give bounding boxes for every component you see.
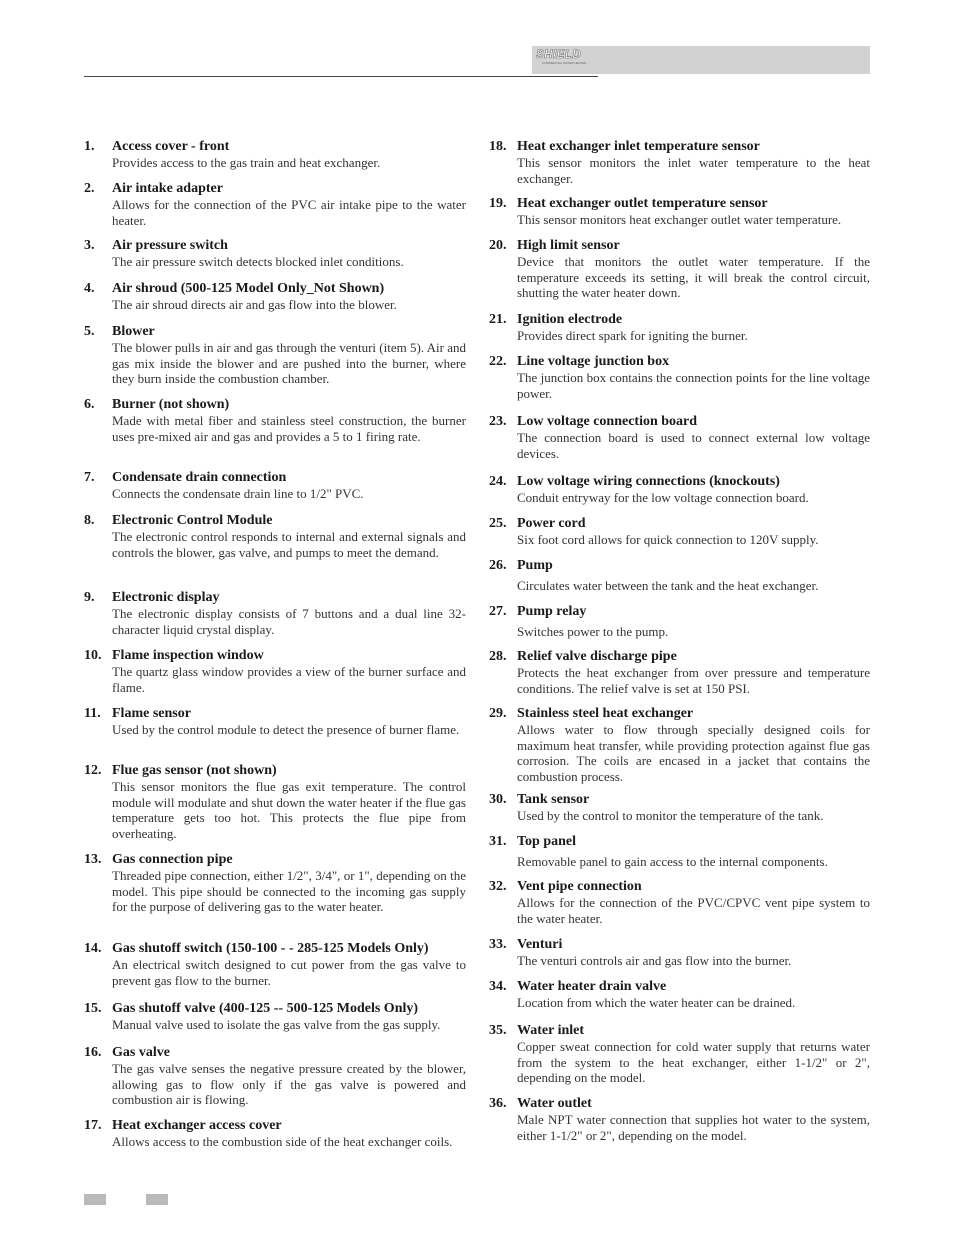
item-description: Location from which the water heater can be drained.: [517, 995, 796, 1010]
item-title: Air intake adapter: [112, 181, 223, 196]
item-description: Switches power to the pump.: [517, 624, 669, 639]
item-heading: [84, 512, 466, 529]
item-description: This sensor monitors the inlet water temperature to the heat exchanger.: [517, 155, 870, 186]
item-number: 10.: [84, 648, 102, 663]
item-title: Venturi: [517, 937, 563, 952]
footer-page-tab-right: [146, 1194, 168, 1205]
item-heading: [489, 878, 870, 895]
item-title: Electronic Control Module: [112, 513, 273, 528]
item-description: The venturi controls air and gas flow into the burner.: [517, 953, 792, 968]
item-heading: [84, 940, 466, 957]
item-title: Tank sensor: [517, 792, 590, 807]
list-item: [489, 413, 870, 461]
item-heading: [489, 1095, 870, 1112]
item-title: Air pressure switch: [112, 238, 228, 253]
list-item: [489, 878, 870, 926]
list-item: [84, 1000, 466, 1033]
item-heading: [84, 396, 466, 413]
item-title: Ignition electrode: [517, 312, 623, 327]
item-heading: [84, 1117, 466, 1134]
item-number: 3.: [84, 238, 95, 253]
item-heading: [489, 978, 870, 995]
logo-text: SHIELD: [536, 49, 582, 61]
item-heading: [489, 603, 870, 620]
item-description: This sensor monitors the flue gas exit temperature. The control module will modulate and shut down the water heater if the flue gas temperature gets too hot. This protects the flue pipe from overheating.: [112, 779, 466, 841]
list-item: [84, 469, 466, 502]
item-heading: [489, 413, 870, 430]
list-item: [84, 180, 466, 228]
item-number: 4.: [84, 281, 95, 296]
list-item: [489, 1022, 870, 1086]
item-title: Heat exchanger outlet temperature sensor: [517, 196, 768, 211]
list-item: [84, 762, 466, 841]
item-number: 5.: [84, 324, 95, 339]
item-description: Protects the heat exchanger from over pressure and temperature conditions. The relief valve is set at 150 PSI.: [517, 665, 870, 696]
list-item: [84, 1117, 466, 1150]
item-description: The electronic display consists of 7 buttons and a dual line 32-character liquid crystal display.: [112, 606, 466, 637]
list-item: [84, 589, 466, 637]
item-description: This sensor monitors heat exchanger outlet water temperature.: [517, 212, 842, 227]
list-item: [84, 940, 466, 988]
item-description: Allows for the connection of the PVC/CPVC vent pipe system to the water heater.: [517, 895, 870, 926]
item-title: Burner (not shown): [112, 397, 230, 412]
item-number: 33.: [489, 937, 507, 952]
list-item: [84, 323, 466, 387]
item-title: Pump relay: [517, 604, 587, 619]
list-item: [489, 353, 870, 401]
item-heading: [489, 353, 870, 370]
item-number: 12.: [84, 763, 102, 778]
item-heading: [84, 323, 466, 340]
item-description: Circulates water between the tank and the heat exchanger.: [517, 578, 819, 593]
list-item: [84, 138, 466, 171]
item-title: Power cord: [517, 516, 586, 531]
header-bar: [532, 46, 870, 74]
item-heading: [489, 138, 870, 155]
item-description: The connection board is used to connect external low voltage devices.: [517, 430, 870, 461]
list-item: [489, 978, 870, 1011]
list-item: [489, 833, 870, 870]
item-number: 26.: [489, 558, 507, 573]
item-number: 22.: [489, 354, 507, 369]
item-description: Allows for the connection of the PVC air intake pipe to the water heater.: [112, 197, 466, 228]
list-item: [489, 195, 870, 228]
item-number: 36.: [489, 1096, 507, 1111]
list-item: [489, 603, 870, 640]
item-heading: [489, 1022, 870, 1039]
item-description: Threaded pipe connection, either 1/2", 3/4", or 1", depending on the model. This pipe should be connected to the incoming gas supply for the purpose of delivering gas to the water heater.: [112, 868, 466, 915]
item-number: 30.: [489, 792, 507, 807]
item-number: 25.: [489, 516, 507, 531]
item-heading: [489, 237, 870, 254]
item-description: An electrical switch designed to cut power from the gas valve to prevent gas flow to the burner.: [112, 957, 466, 988]
item-title: Heat exchanger inlet temperature sensor: [517, 139, 760, 154]
item-number: 18.: [489, 139, 507, 154]
item-heading: [489, 557, 870, 574]
item-title: Flame inspection window: [112, 648, 264, 663]
item-description: Copper sweat connection for cold water supply that returns water from the system to the heat exchanger, either 1-1/2" or 2", depending on the model.: [517, 1039, 870, 1086]
item-description: Provides direct spark for igniting the burner.: [517, 328, 748, 343]
item-description: The quartz glass window provides a view of the burner surface and flame.: [112, 664, 466, 695]
item-title: Stainless steel heat exchanger: [517, 706, 694, 721]
item-number: 14.: [84, 941, 102, 956]
item-title: Water inlet: [517, 1023, 585, 1038]
item-number: 35.: [489, 1023, 507, 1038]
item-number: 17.: [84, 1118, 102, 1133]
item-heading: [84, 851, 466, 868]
item-title: Flame sensor: [112, 706, 191, 721]
list-item: [489, 648, 870, 696]
item-heading: [489, 791, 870, 808]
item-title: Top panel: [517, 834, 577, 849]
item-description: Connects the condensate drain line to 1/2" PVC.: [112, 486, 364, 501]
list-item: [84, 851, 466, 915]
item-number: 27.: [489, 604, 507, 619]
header-rule: [84, 76, 598, 77]
item-number: 1.: [84, 139, 95, 154]
item-number: 8.: [84, 513, 95, 528]
item-number: 20.: [489, 238, 507, 253]
list-item: [489, 311, 870, 344]
item-title: Electronic display: [112, 590, 220, 605]
list-item: [489, 705, 870, 784]
item-title: Gas shutoff valve (400-125 -- 500-125 Models Only): [112, 1001, 419, 1016]
list-item: [489, 791, 870, 824]
item-description: The blower pulls in air and gas through the venturi (item 5). Air and gas mix inside the blower and are pushed into the burner, where they burn inside the combustion chamber.: [112, 340, 466, 387]
list-item: [489, 1095, 870, 1143]
list-item: [489, 138, 870, 186]
logo-subtext: COMMERCIAL WATER HEATER: [542, 61, 587, 65]
item-number: 13.: [84, 852, 102, 867]
list-item: [84, 512, 466, 560]
shield-logo: [536, 49, 602, 69]
item-title: Low voltage connection board: [517, 414, 698, 429]
item-number: 2.: [84, 181, 95, 196]
item-title: Air shroud (500-125 Model Only_Not Shown): [112, 281, 385, 296]
item-heading: [84, 762, 466, 779]
item-heading: [489, 705, 870, 722]
item-heading: [84, 138, 466, 155]
item-number: 6.: [84, 397, 95, 412]
item-title: Vent pipe connection: [517, 879, 642, 894]
item-title: High limit sensor: [517, 238, 620, 253]
item-title: Line voltage junction box: [517, 354, 670, 369]
item-heading: [84, 705, 466, 722]
item-title: Water heater drain valve: [517, 979, 667, 994]
item-number: 31.: [489, 834, 507, 849]
item-heading: [489, 311, 870, 328]
item-description: The junction box contains the connection points for the line voltage power.: [517, 370, 870, 401]
list-item: [84, 396, 466, 444]
item-title: Relief valve discharge pipe: [517, 649, 677, 664]
item-title: Gas valve: [112, 1045, 170, 1060]
item-title: Water outlet: [517, 1096, 592, 1111]
item-heading: [84, 1044, 466, 1061]
item-description: Conduit entryway for the low voltage connection board.: [517, 490, 809, 505]
item-heading: [84, 180, 466, 197]
item-title: Access cover - front: [112, 139, 230, 154]
item-number: 16.: [84, 1045, 102, 1060]
footer-page-tab-left: [84, 1194, 106, 1205]
item-heading: [489, 833, 870, 850]
item-title: Gas shutoff switch (150-100 - - 285-125 Models Only): [112, 941, 429, 956]
item-number: 19.: [489, 196, 507, 211]
item-number: 9.: [84, 590, 95, 605]
item-heading: [489, 515, 870, 532]
item-heading: [84, 647, 466, 664]
item-heading: [489, 195, 870, 212]
item-description: Device that monitors the outlet water temperature. If the temperature exceeds its setting, it will break the control circuit, shutting the water heater down.: [517, 254, 870, 301]
item-description: Allows access to the combustion side of the heat exchanger coils.: [112, 1134, 453, 1149]
item-description: The gas valve senses the negative pressure created by the blower, allowing gas to flow only if the gas valve is powered and combustion air is flowing.: [112, 1061, 466, 1108]
item-number: 24.: [489, 474, 507, 489]
item-heading: [84, 469, 466, 486]
item-number: 21.: [489, 312, 507, 327]
item-number: 23.: [489, 414, 507, 429]
list-item: [489, 936, 870, 969]
item-description: Manual valve used to isolate the gas valve from the gas supply.: [112, 1017, 441, 1032]
item-heading: [489, 648, 870, 665]
item-heading: [489, 936, 870, 953]
item-description: Provides access to the gas train and heat exchanger.: [112, 155, 381, 170]
item-number: 34.: [489, 979, 507, 994]
item-description: Used by the control module to detect the presence of burner flame.: [112, 722, 460, 737]
list-item: [84, 647, 466, 695]
item-number: 15.: [84, 1001, 102, 1016]
list-item: [489, 237, 870, 301]
item-heading: [84, 589, 466, 606]
item-description: The electronic control responds to internal and external signals and controls the blower, gas valve, and pumps to meet the demand.: [112, 529, 466, 560]
item-description: Removable panel to gain access to the internal components.: [517, 854, 828, 869]
item-title: Condensate drain connection: [112, 470, 287, 485]
list-item: [489, 473, 870, 506]
item-title: Blower: [112, 324, 155, 339]
item-description: Used by the control to monitor the temperature of the tank.: [517, 808, 824, 823]
list-item: [489, 515, 870, 548]
item-number: 29.: [489, 706, 507, 721]
item-heading: [84, 1000, 466, 1017]
list-item: [84, 237, 466, 270]
item-title: Low voltage wiring connections (knockouts): [517, 474, 780, 489]
item-title: Gas connection pipe: [112, 852, 233, 867]
list-item: [489, 557, 870, 594]
item-description: The air shroud directs air and gas flow into the blower.: [112, 297, 397, 312]
item-description: Allows water to flow through specially designed coils for maximum heat transfer, while providing protection against flue gas corrosion. The coils are encased in a jacket that contains the combustion process.: [517, 722, 870, 784]
item-number: 32.: [489, 879, 507, 894]
item-number: 7.: [84, 470, 95, 485]
item-description: The air pressure switch detects blocked inlet conditions.: [112, 254, 404, 269]
item-heading: [84, 237, 466, 254]
item-number: 28.: [489, 649, 507, 664]
list-item: [84, 1044, 466, 1108]
list-item: [84, 705, 466, 738]
item-description: Male NPT water connection that supplies hot water to the system, either 1-1/2" or 2", depending on the model.: [517, 1112, 870, 1143]
item-number: 11.: [84, 706, 101, 721]
item-heading: [84, 280, 466, 297]
item-title: Pump: [517, 558, 553, 573]
list-item: [84, 280, 466, 313]
item-description: Made with metal fiber and stainless steel construction, the burner uses pre-mixed air and gas and provides a 5 to 1 firing rate.: [112, 413, 466, 444]
item-title: Flue gas sensor (not shown): [112, 763, 277, 778]
item-heading: [489, 473, 870, 490]
item-title: Heat exchanger access cover: [112, 1118, 282, 1133]
item-description: Six foot cord allows for quick connection to 120V supply.: [517, 532, 819, 547]
